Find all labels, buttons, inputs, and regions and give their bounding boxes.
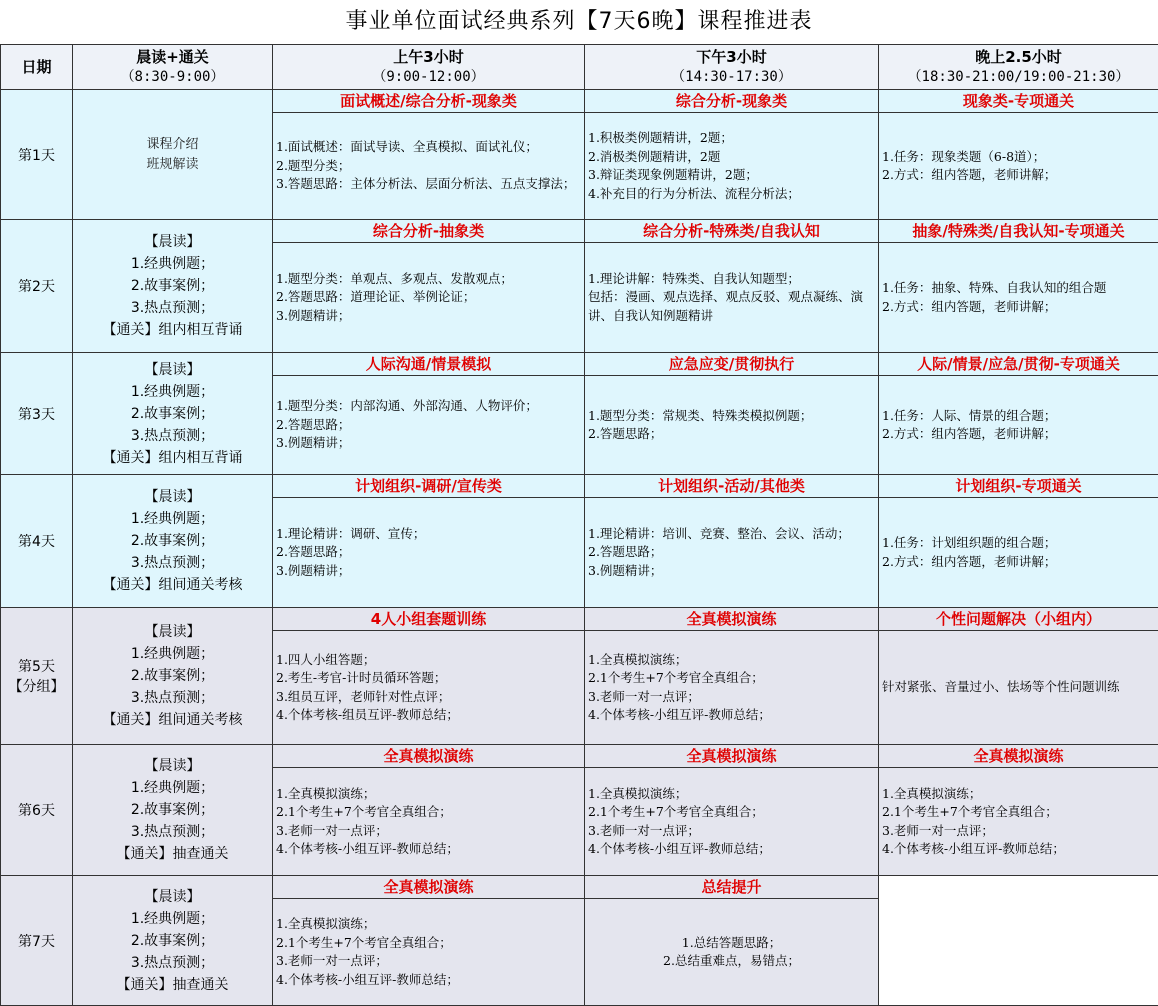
pm-line: 1.全真模拟演练；: [588, 651, 875, 670]
day-label: [1, 90, 73, 220]
morning-cell: [73, 475, 273, 608]
pm-line: 1.题型分类：常规类、特殊类模拟例题；: [588, 407, 875, 426]
header-eve-name: 晚上2.5小时: [879, 47, 1158, 67]
am-line: 3.组员互评，老师针对性点评；: [276, 688, 581, 707]
morning-cell: [73, 220, 273, 353]
morning-line: 【晨读】: [73, 231, 272, 253]
eve-line: 1.任务：人际、情景的组合题；: [882, 407, 1155, 426]
morning-line: 【晨读】: [73, 755, 272, 777]
am-line: 2.1个考生+7个考官全真组合；: [276, 803, 581, 822]
am-line: 2.考生-考官-计时员循环答题；: [276, 669, 581, 688]
header-am: [273, 45, 585, 90]
morning-cell: [73, 90, 273, 220]
morning-line: 1.经典例题；: [73, 508, 272, 530]
am-line: 3.老师一对一点评；: [276, 822, 581, 841]
header-eve-time: （18:30-21:00/19:00-21:30）: [879, 67, 1158, 87]
morning-line: 【晨读】: [73, 886, 272, 908]
am-title: 4人小组套题训练: [273, 608, 585, 631]
am-content: [273, 899, 585, 1006]
pm-line: 2.总结重难点，易错点；: [588, 952, 875, 971]
am-line: 3.老师一对一点评；: [276, 952, 581, 971]
pm-line: 4.个体考核-小组互评-教师总结；: [588, 840, 875, 859]
morning-cell: [73, 608, 273, 745]
eve-content: [879, 376, 1158, 475]
header-pm-name: 下午3小时: [585, 47, 878, 67]
morning-line: 1.经典例题；: [73, 643, 272, 665]
pm-line: 2.消极类例题精讲，2题: [588, 148, 875, 167]
eve-title: 个性问题解决（小组内）: [879, 608, 1158, 631]
am-line: 3.例题精讲；: [276, 307, 581, 326]
header-pm: [585, 45, 879, 90]
morning-cell: [73, 876, 273, 1006]
am-title: 综合分析-抽象类: [273, 220, 585, 243]
am-line: 1.题型分类：单观点、多观点、发散观点；: [276, 270, 581, 289]
morning-line: 2.故事案例；: [73, 930, 272, 952]
morning-line: 2.故事案例；: [73, 530, 272, 552]
pm-line: 4.补充目的行为分析法、流程分析法；: [588, 185, 875, 204]
morning-line: 【通关】组间通关考核: [73, 709, 272, 731]
am-line: 1.四人小组答题；: [276, 651, 581, 670]
morning-line: 3.热点预测；: [73, 425, 272, 447]
pm-title: 综合分析-特殊类/自我认知: [585, 220, 879, 243]
pm-line: 3.老师一对一点评；: [588, 688, 875, 707]
pm-content: [585, 768, 879, 876]
eve-line: 3.老师一对一点评；: [882, 822, 1155, 841]
morning-cell: [73, 745, 273, 876]
pm-title: 全真模拟演练: [585, 745, 879, 768]
am-line: 1.面试概述：面试导读、全真模拟、面试礼仪；: [276, 138, 581, 157]
pm-line: 1.积极类例题精讲，2题；: [588, 129, 875, 148]
eve-title: 人际/情景/应急/贯彻-专项通关: [879, 353, 1158, 376]
header-am-name: 上午3小时: [273, 47, 584, 67]
header-pm-time: （14:30-17:30）: [585, 67, 878, 87]
pm-line: 1.总结答题思路；: [588, 934, 875, 953]
morning-line: 2.故事案例；: [73, 799, 272, 821]
eve-line: 2.方式：组内答题，老师讲解；: [882, 166, 1155, 185]
pm-content: [585, 243, 879, 353]
morning-line: 1.经典例题；: [73, 381, 272, 403]
eve-title: 现象类-专项通关: [879, 90, 1158, 113]
morning-line: 3.热点预测；: [73, 552, 272, 574]
pm-line: 3.例题精讲；: [588, 562, 875, 581]
day-label: [1, 353, 73, 475]
pm-line: 1.理论精讲：培训、竞赛、整治、会议、活动；: [588, 525, 875, 544]
eve-line: 1.任务：抽象、特殊、自我认知的组合题: [882, 279, 1155, 298]
am-content: [273, 376, 585, 475]
pm-line: 2.1个考生+7个考官全真组合；: [588, 803, 875, 822]
morning-cell: [73, 353, 273, 475]
empty-cell: [879, 876, 1158, 1006]
morning-line: 2.故事案例；: [73, 275, 272, 297]
day-row: [1, 745, 1158, 768]
pm-line: 2.答题思路；: [588, 543, 875, 562]
am-line: 4.个体考核-组员互评-教师总结；: [276, 706, 581, 725]
am-content: [273, 113, 585, 220]
schedule-body: [1, 90, 1158, 1006]
eve-line: 2.方式：组内答题，老师讲解；: [882, 553, 1155, 572]
day-label-text: 第2天: [1, 276, 72, 296]
am-line: 1.题型分类：内部沟通、外部沟通、人物评价；: [276, 397, 581, 416]
am-line: 1.全真模拟演练；: [276, 915, 581, 934]
morning-line: 2.故事案例；: [73, 403, 272, 425]
day-label: [1, 220, 73, 353]
day-row: [1, 90, 1158, 113]
day-label-note: 【分组】: [1, 676, 72, 696]
day-row: [1, 608, 1158, 631]
morning-line: 1.经典例题；: [73, 908, 272, 930]
pm-line: 1.全真模拟演练；: [588, 785, 875, 804]
eve-title: 计划组织-专项通关: [879, 475, 1158, 498]
eve-line: 1.任务：计划组织题的组合题；: [882, 534, 1155, 553]
header-am-time: （9:00-12:00）: [273, 67, 584, 87]
day-label-text: 第4天: [1, 531, 72, 551]
pm-line: 3.老师一对一点评；: [588, 822, 875, 841]
pm-line: 1.理论讲解：特殊类、自我认知题型；: [588, 270, 875, 289]
header-date: 日期: [1, 45, 73, 90]
morning-line: 3.热点预测；: [73, 821, 272, 843]
am-line: 2.1个考生+7个考官全真组合；: [276, 934, 581, 953]
header-row: [1, 45, 1158, 90]
day-row: [1, 353, 1158, 376]
day-label: [1, 608, 73, 745]
eve-content: [879, 113, 1158, 220]
eve-line: 1.任务：现象类题（6-8道）；: [882, 148, 1155, 167]
day-row: [1, 220, 1158, 243]
am-line: 1.全真模拟演练；: [276, 785, 581, 804]
pm-line: 2.答题思路；: [588, 425, 875, 444]
pm-content: [585, 376, 879, 475]
am-content: [273, 243, 585, 353]
am-title: 全真模拟演练: [273, 745, 585, 768]
morning-line: 3.热点预测；: [73, 687, 272, 709]
day-label-text: 第7天: [1, 931, 72, 951]
am-title: 人际沟通/情景模拟: [273, 353, 585, 376]
day-label-text: 第3天: [1, 404, 72, 424]
morning-line: 【晨读】: [73, 486, 272, 508]
morning-line: 班规解读: [73, 155, 272, 175]
pm-line: 4.个体考核-小组互评-教师总结；: [588, 706, 875, 725]
pm-line: 包括：漫画、观点选择、观点反驳、观点凝练、演讲、自我认知例题精讲: [588, 288, 875, 325]
pm-line: 3.辩证类现象例题精讲，2题；: [588, 166, 875, 185]
schedule-table: [0, 44, 1158, 1006]
pm-content: [585, 498, 879, 608]
am-line: 4.个体考核-小组互评-教师总结；: [276, 971, 581, 990]
pm-content: [585, 899, 879, 1006]
eve-title: 抽象/特殊类/自我认知-专项通关: [879, 220, 1158, 243]
morning-line: 【通关】组内相互背诵: [73, 447, 272, 469]
am-title: 全真模拟演练: [273, 876, 585, 899]
pm-title: 应急应变/贯彻执行: [585, 353, 879, 376]
eve-line: 针对紧张、音量过小、怯场等个性问题训练: [882, 678, 1155, 697]
morning-line: 2.故事案例；: [73, 665, 272, 687]
eve-line: 2.1个考生+7个考官全真组合；: [882, 803, 1155, 822]
am-content: [273, 631, 585, 745]
eve-line: 4.个体考核-小组互评-教师总结；: [882, 840, 1155, 859]
am-title: 计划组织-调研/宣传类: [273, 475, 585, 498]
eve-line: 2.方式：组内答题，老师讲解；: [882, 298, 1155, 317]
day-label: [1, 475, 73, 608]
eve-content: [879, 631, 1158, 745]
pm-line: 2.1个考生+7个考官全真组合；: [588, 669, 875, 688]
pm-title: 总结提升: [585, 876, 879, 899]
am-line: 2.答题思路：道理论证、举例论证；: [276, 288, 581, 307]
am-line: 1.理论精讲：调研、宣传；: [276, 525, 581, 544]
morning-line: 1.经典例题；: [73, 253, 272, 275]
day-label-text: 第1天: [1, 145, 72, 165]
morning-line: 3.热点预测；: [73, 952, 272, 974]
day-row: [1, 876, 1158, 899]
am-content: [273, 498, 585, 608]
am-line: 2.答题思路；: [276, 416, 581, 435]
day-row: [1, 475, 1158, 498]
header-morning-name: 晨读+通关: [73, 47, 272, 67]
am-content: [273, 768, 585, 876]
day-label-text: 第6天: [1, 800, 72, 820]
morning-line: 【通关】抽查通关: [73, 843, 272, 865]
am-line: 3.答题思路：主体分析法、层面分析法、五点支撑法；: [276, 175, 581, 194]
pm-content: [585, 631, 879, 745]
eve-line: 1.全真模拟演练；: [882, 785, 1155, 804]
day-label-text: 第5天: [1, 656, 72, 676]
am-line: 2.答题思路；: [276, 543, 581, 562]
morning-line: 1.经典例题；: [73, 777, 272, 799]
eve-line: 2.方式：组内答题，老师讲解；: [882, 425, 1155, 444]
am-line: 2.题型分类；: [276, 157, 581, 176]
morning-line: 【晨读】: [73, 621, 272, 643]
am-line: 4.个体考核-小组互评-教师总结；: [276, 840, 581, 859]
morning-line: 【通关】抽查通关: [73, 974, 272, 996]
pm-title: 综合分析-现象类: [585, 90, 879, 113]
pm-title: 计划组织-活动/其他类: [585, 475, 879, 498]
morning-line: 【晨读】: [73, 359, 272, 381]
am-line: 3.例题精讲；: [276, 434, 581, 453]
morning-line: 3.热点预测；: [73, 297, 272, 319]
eve-content: [879, 768, 1158, 876]
page-title: 事业单位面试经典系列【7天6晚】课程推进表: [0, 0, 1158, 44]
am-line: 3.例题精讲；: [276, 562, 581, 581]
day-label: [1, 745, 73, 876]
morning-line: 课程介绍: [73, 135, 272, 155]
pm-title: 全真模拟演练: [585, 608, 879, 631]
pm-content: [585, 113, 879, 220]
am-title: 面试概述/综合分析-现象类: [273, 90, 585, 113]
morning-line: 【通关】组内相互背诵: [73, 319, 272, 341]
eve-title: 全真模拟演练: [879, 745, 1158, 768]
eve-content: [879, 243, 1158, 353]
day-label: [1, 876, 73, 1006]
header-morning: [73, 45, 273, 90]
eve-content: [879, 498, 1158, 608]
morning-line: 【通关】组间通关考核: [73, 574, 272, 596]
header-morning-time: （8:30-9:00）: [73, 67, 272, 87]
header-eve: [879, 45, 1158, 90]
